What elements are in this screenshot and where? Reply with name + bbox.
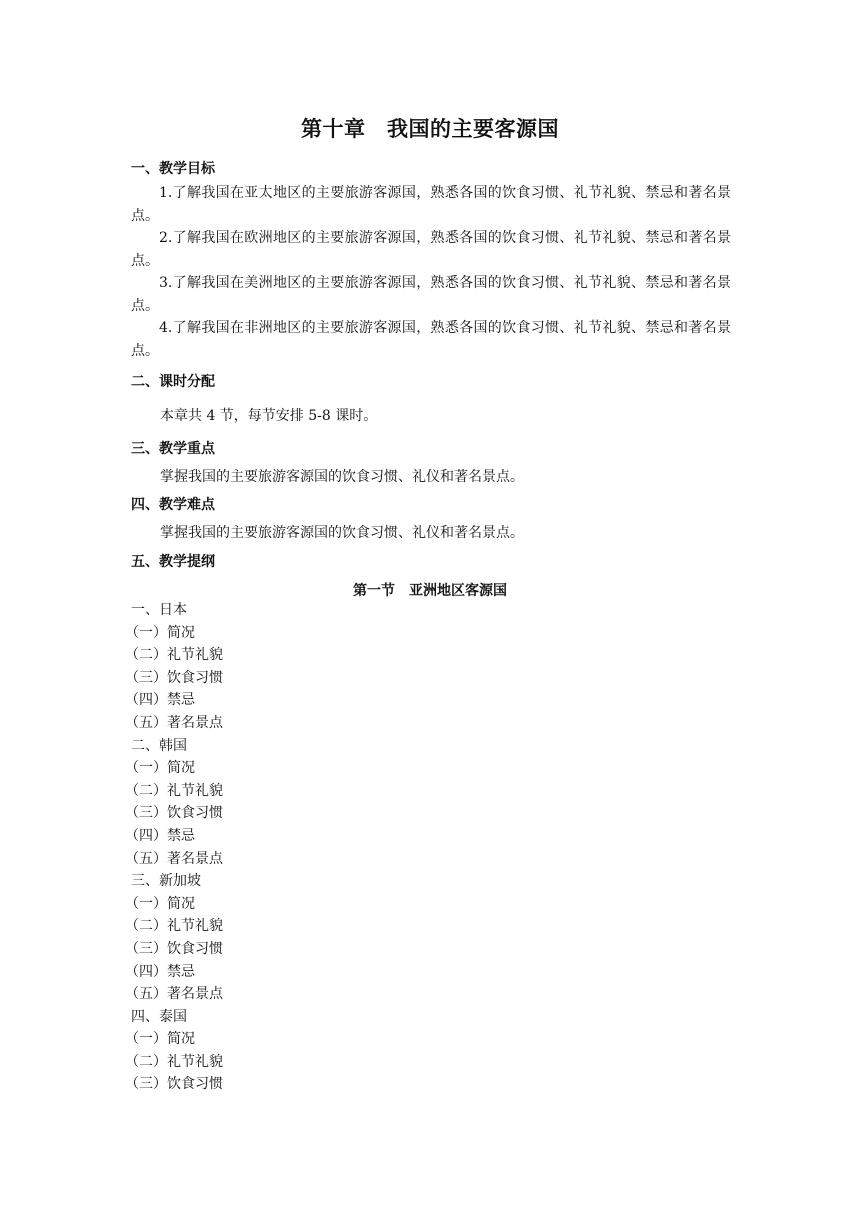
key-points-text: 掌握我国的主要旅游客源国的饮食习惯、礼仪和著名景点。 xyxy=(160,469,524,485)
outline-item: 四、泰国 xyxy=(131,1008,187,1025)
outline-item: （一）简况 xyxy=(125,1031,195,1048)
outline-item: （二）礼节礼貌 xyxy=(125,918,223,935)
outline-item: 一、日本 xyxy=(131,602,187,618)
heading-class-hours: 二、课时分配 xyxy=(131,374,215,390)
outline-item: （五）著名景点 xyxy=(125,850,223,867)
outline-list xyxy=(125,599,223,1096)
outline-item: （五）著名景点 xyxy=(125,986,223,1003)
goal-item-2: 2.了解我国在欧洲地区的主要旅游客源国，熟悉各国的饮食习惯、礼节礼貌、禁忌和著名景点。 xyxy=(131,230,731,269)
outline-item: （一）简况 xyxy=(125,624,195,641)
goal-item-3: 3.了解我国在美洲地区的主要旅游客源国，熟悉各国的饮食习惯、礼节礼貌、禁忌和著名景点。 xyxy=(131,275,731,314)
heading-difficulties: 四、教学难点 xyxy=(131,497,215,513)
chapter-title: 第十章 我国的主要客源国 xyxy=(301,116,559,141)
outline-item: （三）饮食习惯 xyxy=(125,940,223,957)
difficulties-text: 掌握我国的主要旅游客源国的饮食习惯、礼仪和著名景点。 xyxy=(160,525,524,541)
outline-item: （四）禁忌 xyxy=(125,827,195,844)
goal-item-1: 1.了解我国在亚太地区的主要旅游客源国，熟悉各国的饮食习惯、礼节礼貌、禁忌和著名景点。 xyxy=(131,185,731,224)
outline-item: 三、新加坡 xyxy=(131,873,201,890)
heading-teaching-goals: 一、教学目标 xyxy=(131,161,215,177)
outline-item: 二、韩国 xyxy=(131,737,187,754)
outline-item: （一）简况 xyxy=(125,895,195,912)
outline-item: （二）礼节礼貌 xyxy=(125,1053,223,1070)
outline-item: （四）禁忌 xyxy=(125,692,195,709)
heading-outline: 五、教学提纲 xyxy=(131,554,215,570)
outline-item: （二）礼节礼貌 xyxy=(125,647,223,664)
goal-item-4: 4.了解我国在非洲地区的主要旅游客源国，熟悉各国的饮食习惯、礼节礼貌、禁忌和著名景点。 xyxy=(131,320,731,359)
outline-item: （五）著名景点 xyxy=(125,714,223,731)
outline-item: （二）礼节礼貌 xyxy=(125,782,223,799)
outline-item: （三）饮食习惯 xyxy=(125,1076,223,1093)
class-hours-text: 本章共 4 节，每节安排 5-8 课时。 xyxy=(160,408,378,424)
outline-item: （四）禁忌 xyxy=(125,963,195,980)
outline-item: （三）饮食习惯 xyxy=(125,805,223,822)
outline-item: （一）简况 xyxy=(125,760,195,777)
section-1-title: 第一节 亚洲地区客源国 xyxy=(353,583,507,599)
outline-item: （三）饮食习惯 xyxy=(125,669,223,686)
heading-key-points: 三、教学重点 xyxy=(131,441,215,457)
